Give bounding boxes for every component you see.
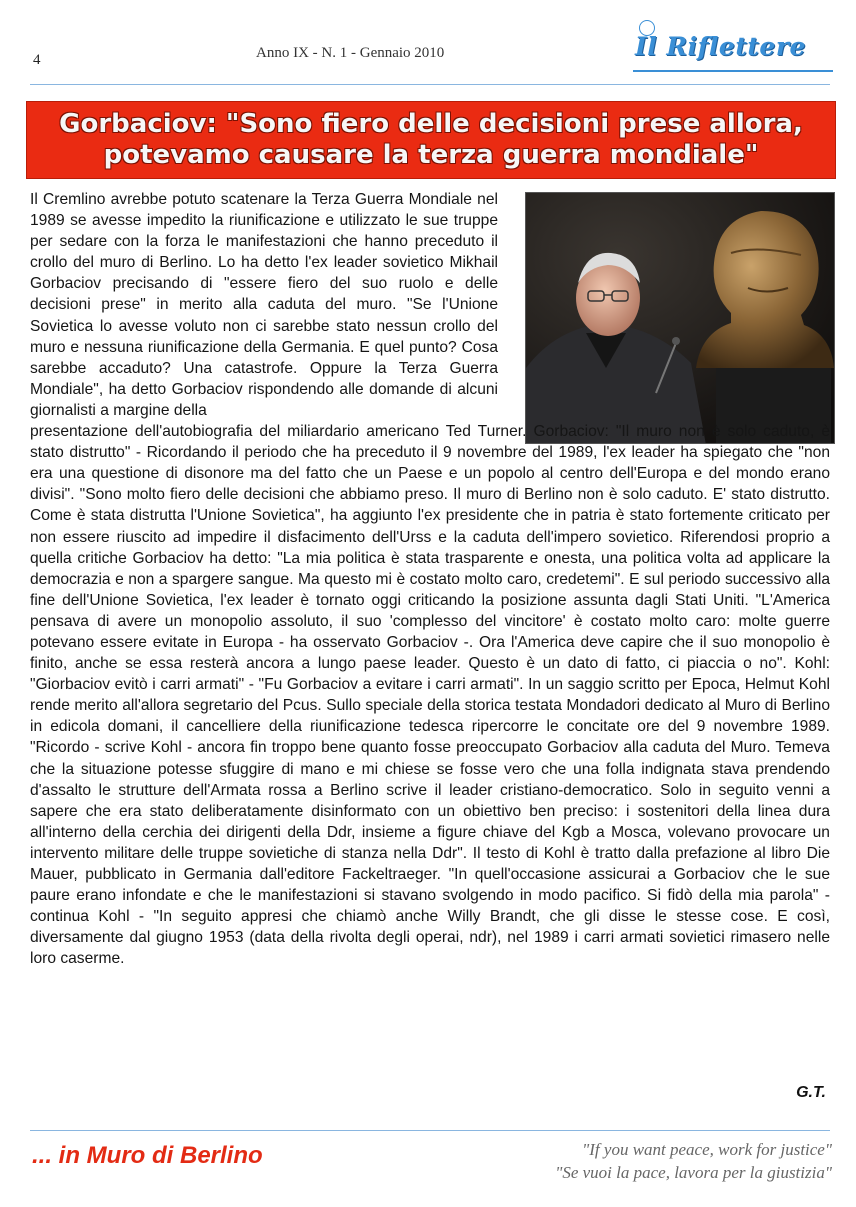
article-title — [27, 102, 835, 171]
header-divider — [30, 84, 830, 85]
article-title-line-1: Gorbaciov: "Sono fiero delle decisioni prese allora, — [59, 109, 803, 139]
issue-line: Anno IX - N. 1 - Gennaio 2010 — [256, 45, 445, 61]
article-main-paragraph: presentazione dell'autobiografia del miliardario americano Ted Turner. Gorbaciov: "Il muro non è solo caduto, è stato distrutto" - Ricordando il periodo che ha preceduto il 9 novembre del 1989, l'ex leader ha spiegato che "non era una questione di disonore ma del fatto che un Paese e un popolo al centro dell'Europa e del mondo erano divisi". "Sono molto fiero delle decisioni che abbiamo preso. Il muro di Berlino non è solo caduto. E' stato distrutto. Come è stata distrutta l'Unione Sovietica", ha aggiunto l'ex presidente che in patria è stato fortemente criticato per non essere riuscito ad impedire il disfacimento dell'Urss e la caduta dell'impero sovietico. Riferendosi proprio a quella critiche Gorbaciov ha detto: "La mia politica è stata trasparente e onesta, una politica volta ad applicare la democrazia e non a spargere sangue. Ma questo mi è costato molto caro, credetemi". E sul periodo successivo alla fine dell'Unione Sovietica, l'ex leader è tornato oggi criticando la posizione assunta dagli Stati Uniti. "L'America pensava di avere un monopolio assoluto, il suo 'complesso del vincitore' è costato molto caro: molte guerre potevano essere evitate in Europa - ha osservato Gorbaciov -. Ora l'America deve capire che il suo monopolio è finito, anche se essa resterà ancora a lungo paese leader. Questo è un dato di fatto, ci piaccia o no". Kohl: "Giorbaciov evitò i carri armati" - "Fu Gorbaciov a evitare i carri armati". In un saggio scritto per Epoca, Helmut Kohl rende merito all'allora segretario del Pcus. Sullo speciale della storica testata Mondadori dedicato al Muro di Berlino in edicola domani, il cancelliere della riunificazione tedesca ripercorre le concitate ore del 9 novembre 1989. "Ricordo - scrive Kohl - ancora fin troppo bene quanto fosse preoccupato Gorbaciov alla caduta del Muro. Temeva che la situazione potesse sfuggire di mano e mi chiese se fosse vero che una folla indignata stava prendendo d'assalto le strutture dell'Armata rossa a Berlino scrive il leader cristiano-democratico. Solo in seguito venni a sapere che era stato deliberatamente disinformato con un obiettivo ben preciso: i sostenitori della linea dura all'interno della cerchia dei dirigenti della Ddr, insieme a figure chiave del Kgb a Mosca, volevano provocare un intervento militare delle truppe sovietiche di stanza nella Ddr". Il testo di Kohl è tratto dalla prefazione al libro Die Mauer, pubblicato in Germania dall'editore Fackeltraeger. "In quell'occasione assicurai a Gorbaciov che le sue paure erano infondate e che le manifestazioni si stavano svolgendo in modo pacifico. Si fidò della mia parola" - continua Kohl - "In seguito appresi che chiamò anche Willy Brandt, che gli disse le stesse cose. E così, diversamente dal giugno 1953 (data della rivolta degli operai, ndr), nel 1989 i carri armati sovietici rimasero nelle loro caserme. — [30, 423, 830, 968]
article-intro-paragraph: Il Cremlino avrebbe potuto scatenare la Terza Guerra Mondiale nel 1989 se avesse impedito la riunificazione e utilizzato le sue truppe per sedare con la forza le manifestazioni che hanno preceduto il crollo del muro di Berlino. Lo ha detto l'ex leader sovietico Mikhail Gorbaciov precisando di "essere fiero del suo ruolo e delle decisioni prese" in merito alla caduta del muro. "Se l'Unione Sovietica lo avesse voluto non ci sarebbe stato nessun crollo del muro e nessuna riunificazione della Germania. E quel punto? Cosa sarebbe accaduto? Una catastrofe. Oppure la Terza Guerra Mondiale", ha detto Gorbaciov rispondendo alle domande di alcuni giornalisti a margine della — [30, 191, 498, 419]
footer-section-label: ... in Muro di Berlino — [32, 1142, 263, 1169]
article-signature: G.T. — [796, 1084, 826, 1101]
article-title-box — [26, 101, 836, 179]
article-title-line-2: potevamo causare la terza guerra mondiale" — [103, 140, 759, 170]
masthead-title: Il Riflettere — [635, 32, 806, 61]
masthead-underline — [633, 70, 833, 72]
footer-motto — [555, 1138, 832, 1184]
footer-motto-english: "If you want peace, work for justice" — [582, 1140, 832, 1159]
footer-divider — [30, 1130, 830, 1131]
footer-motto-italian: "Se vuoi la pace, lavora per la giustizia" — [555, 1163, 832, 1182]
article-body — [30, 189, 830, 969]
masthead-logo — [633, 28, 833, 76]
page-number: 4 — [33, 52, 41, 68]
page-header — [0, 0, 856, 92]
